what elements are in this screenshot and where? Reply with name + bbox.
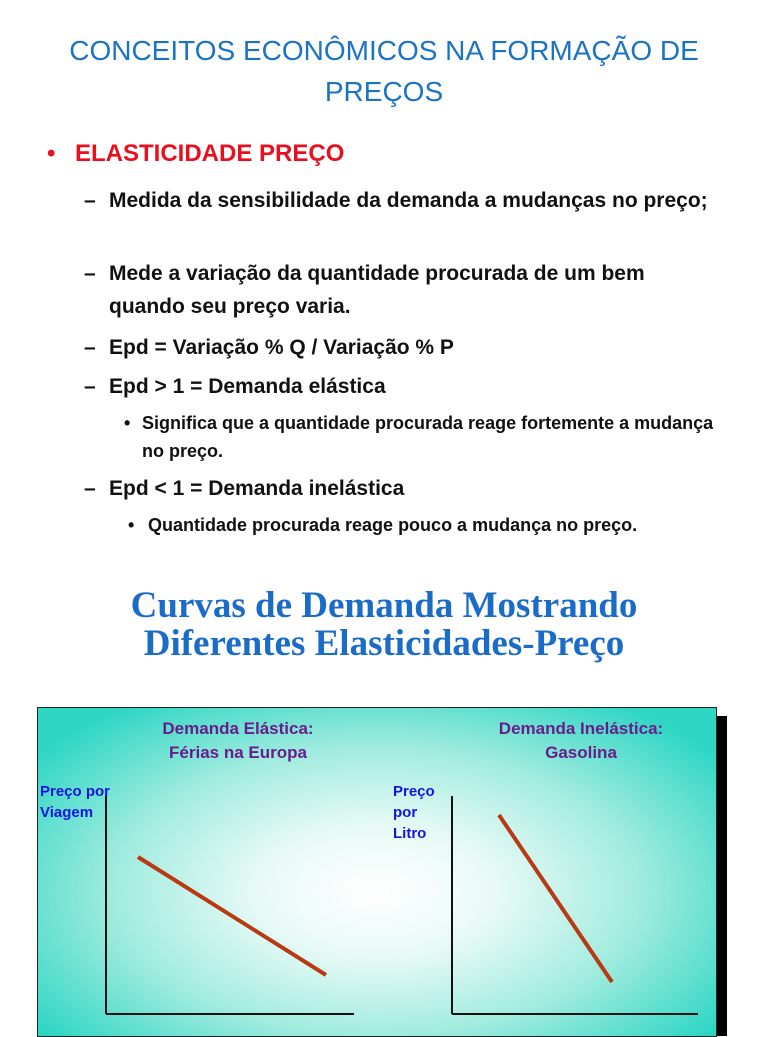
list-item xyxy=(84,184,724,217)
list-item xyxy=(84,472,724,505)
dash-icon: – xyxy=(84,262,96,285)
list-item xyxy=(84,331,724,364)
inelastic-heading-line1: Demanda Inelástica: xyxy=(498,719,664,738)
main-bullet xyxy=(47,140,344,168)
sub-list-item xyxy=(124,409,724,465)
page-title xyxy=(0,30,768,112)
list-item-text: Epd < 1 = Demanda inelástica xyxy=(109,477,405,500)
page-title-line2: PREÇOS xyxy=(324,76,444,107)
curves-title xyxy=(0,587,768,663)
sub-list-item-text: Significa que a quantidade procurada reage fortemente a mudança no preço. xyxy=(142,413,714,461)
list-item-text: Mede a variação da quantidade procurada de um bem quando seu preço varia. xyxy=(109,262,645,318)
list-item-text: Epd > 1 = Demanda elástica xyxy=(109,375,386,398)
dash-icon: – xyxy=(84,375,96,398)
demand-curves-svg xyxy=(38,708,717,1037)
page-title-line1: CONCEITOS ECONÔMICOS NA FORMAÇÃO DE xyxy=(69,35,699,66)
curves-title-line1: Curvas de Demanda Mostrando xyxy=(130,585,638,626)
curves-title-line2: Diferentes Elasticidades-Preço xyxy=(143,623,625,664)
elastic-demand-curve xyxy=(138,857,326,975)
elastic-ylabel-line: Preço por xyxy=(40,783,111,800)
bullet-icon: • xyxy=(128,515,135,535)
dash-icon: – xyxy=(84,477,96,500)
bullet-icon: • xyxy=(47,140,56,167)
dash-icon: – xyxy=(84,336,96,359)
inelastic-heading-line2: Gasolina xyxy=(545,743,617,762)
sub-list-item-text: Quantidade procurada reage pouco a mudança no preço. xyxy=(148,515,638,535)
elastic-heading-line2: Férias na Europa xyxy=(169,743,307,762)
dash-icon: – xyxy=(84,189,96,212)
list-item-text: Medida da sensibilidade da demanda a mudanças no preço; xyxy=(109,189,708,212)
inelastic-ylabel-line: Preço xyxy=(393,783,435,800)
list-item xyxy=(84,257,724,323)
list-item-text: Epd = Variação % Q / Variação % P xyxy=(109,336,454,359)
elastic-ylabel-line: Viagem xyxy=(40,804,94,821)
demand-curves-panel xyxy=(37,707,717,1037)
main-bullet-label: ELASTICIDADE PREÇO xyxy=(75,140,345,167)
sub-list-item xyxy=(128,511,728,539)
inelastic-demand-curve xyxy=(499,815,612,982)
elastic-heading-line1: Demanda Elástica: xyxy=(162,719,314,738)
list-item xyxy=(84,370,724,403)
bullet-icon: • xyxy=(124,413,131,433)
inelastic-ylabel-line: por xyxy=(393,804,418,821)
inelastic-ylabel-line: Litro xyxy=(393,825,427,842)
